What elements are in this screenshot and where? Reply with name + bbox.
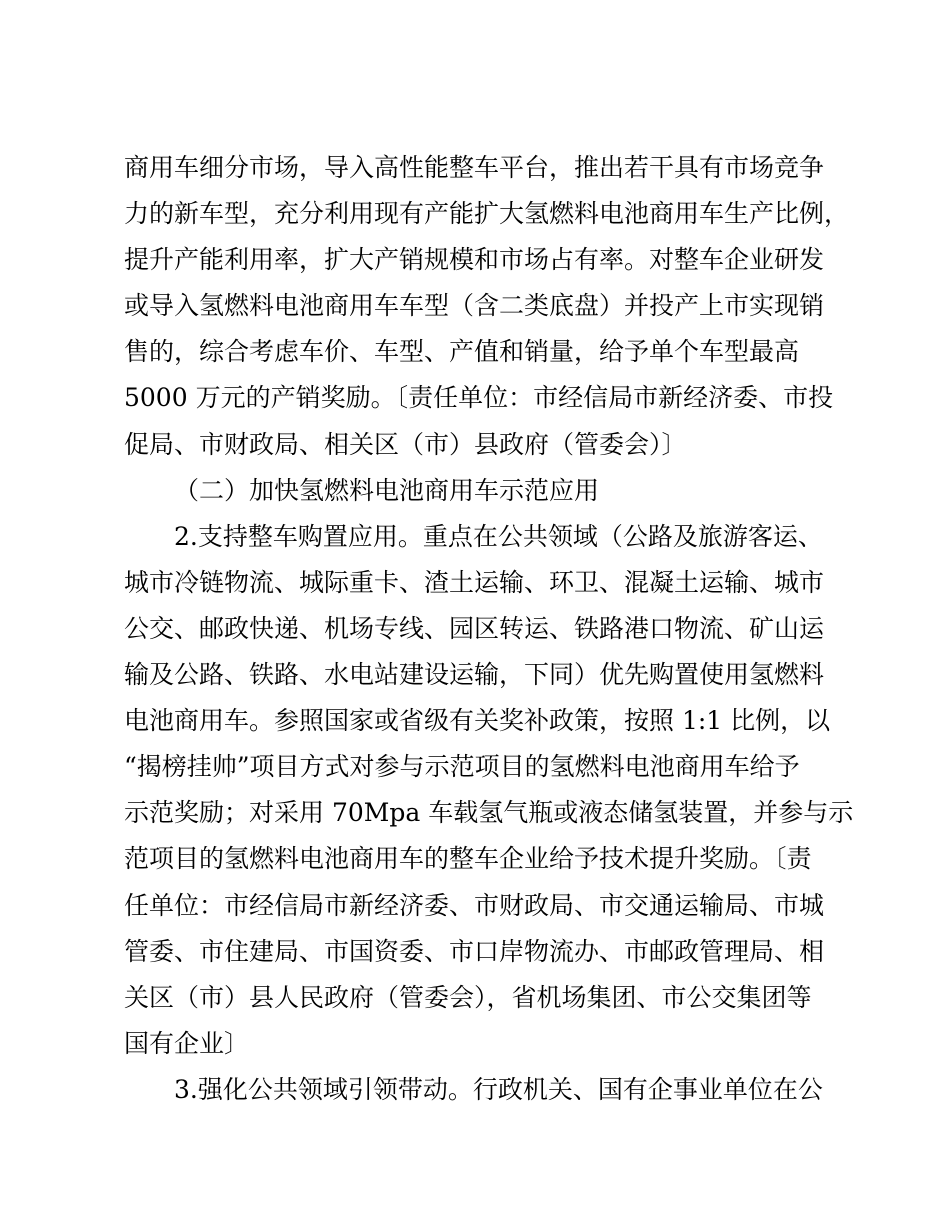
document-page: [124, 145, 854, 1113]
paragraph-line: 5000 万元的产销奖励。〔责任单位：市经信局市新经济委、市投: [124, 383, 834, 413]
paragraph-line: 国有企业〕: [124, 1028, 250, 1058]
paragraph-line: 公交、邮政快递、机场专线、园区转运、铁路港口物流、矿山运: [124, 613, 825, 643]
paragraph-line: 3.强化公共领域引领带动。行政机关、国有企事业单位在公: [174, 1074, 823, 1104]
paragraph-line: 促局、市财政局、相关区（市）县政府（管委会）〕: [124, 429, 687, 459]
paragraph-line: 售的，综合考虑车价、车型、产值和销量，给予单个车型最高: [124, 337, 800, 367]
section-heading: （二）加快氢燃料电池商用车示范应用: [174, 475, 600, 505]
paragraph-line: 提升产能利用率，扩大产销规模和市场占有率。对整车企业研发: [124, 245, 825, 275]
paragraph-line: 2.支持整车购置应用。重点在公共领域（公路及旅游客运、: [174, 521, 823, 551]
paragraph-line: 范项目的氢燃料电池商用车的整车企业给予技术提升奖励。〔责: [124, 844, 812, 874]
paragraph-line: 示范奖励；对采用 70Mpa 车载氢气瓶或液态储氢装置，并参与示: [124, 798, 854, 828]
paragraph-line: 关区（市）县人民政府（管委会），省机场集团、市公交集团等: [124, 982, 812, 1012]
paragraph-line: 力的新车型，充分利用现有产能扩大氢燃料电池商用车生产比例，: [124, 199, 850, 229]
paragraph-line: “揭榜挂帅”项目方式对参与示范项目的氢燃料电池商用车给予: [124, 752, 800, 782]
paragraph-line: 电池商用车。参照国家或省级有关奖补政策，按照 1:1 比例，以: [124, 706, 831, 736]
paragraph-line: 商用车细分市场，导入高性能整车平台，推出若干具有市场竞争: [124, 153, 825, 182]
paragraph-line: 城市冷链物流、城际重卡、渣土运输、环卫、混凝土运输、城市: [124, 567, 825, 597]
paragraph-line: 管委、市住建局、市国资委、市口岸物流办、市邮政管理局、相: [124, 936, 825, 966]
paragraph-line: 任单位：市经信局市新经济委、市财政局、市交通运输局、市城: [124, 890, 825, 920]
paragraph-line: 输及公路、铁路、水电站建设运输，下同）优先购置使用氢燃料: [124, 660, 825, 690]
paragraph-line: 或导入氢燃料电池商用车车型（含二类底盘）并投产上市实现销: [124, 291, 825, 321]
